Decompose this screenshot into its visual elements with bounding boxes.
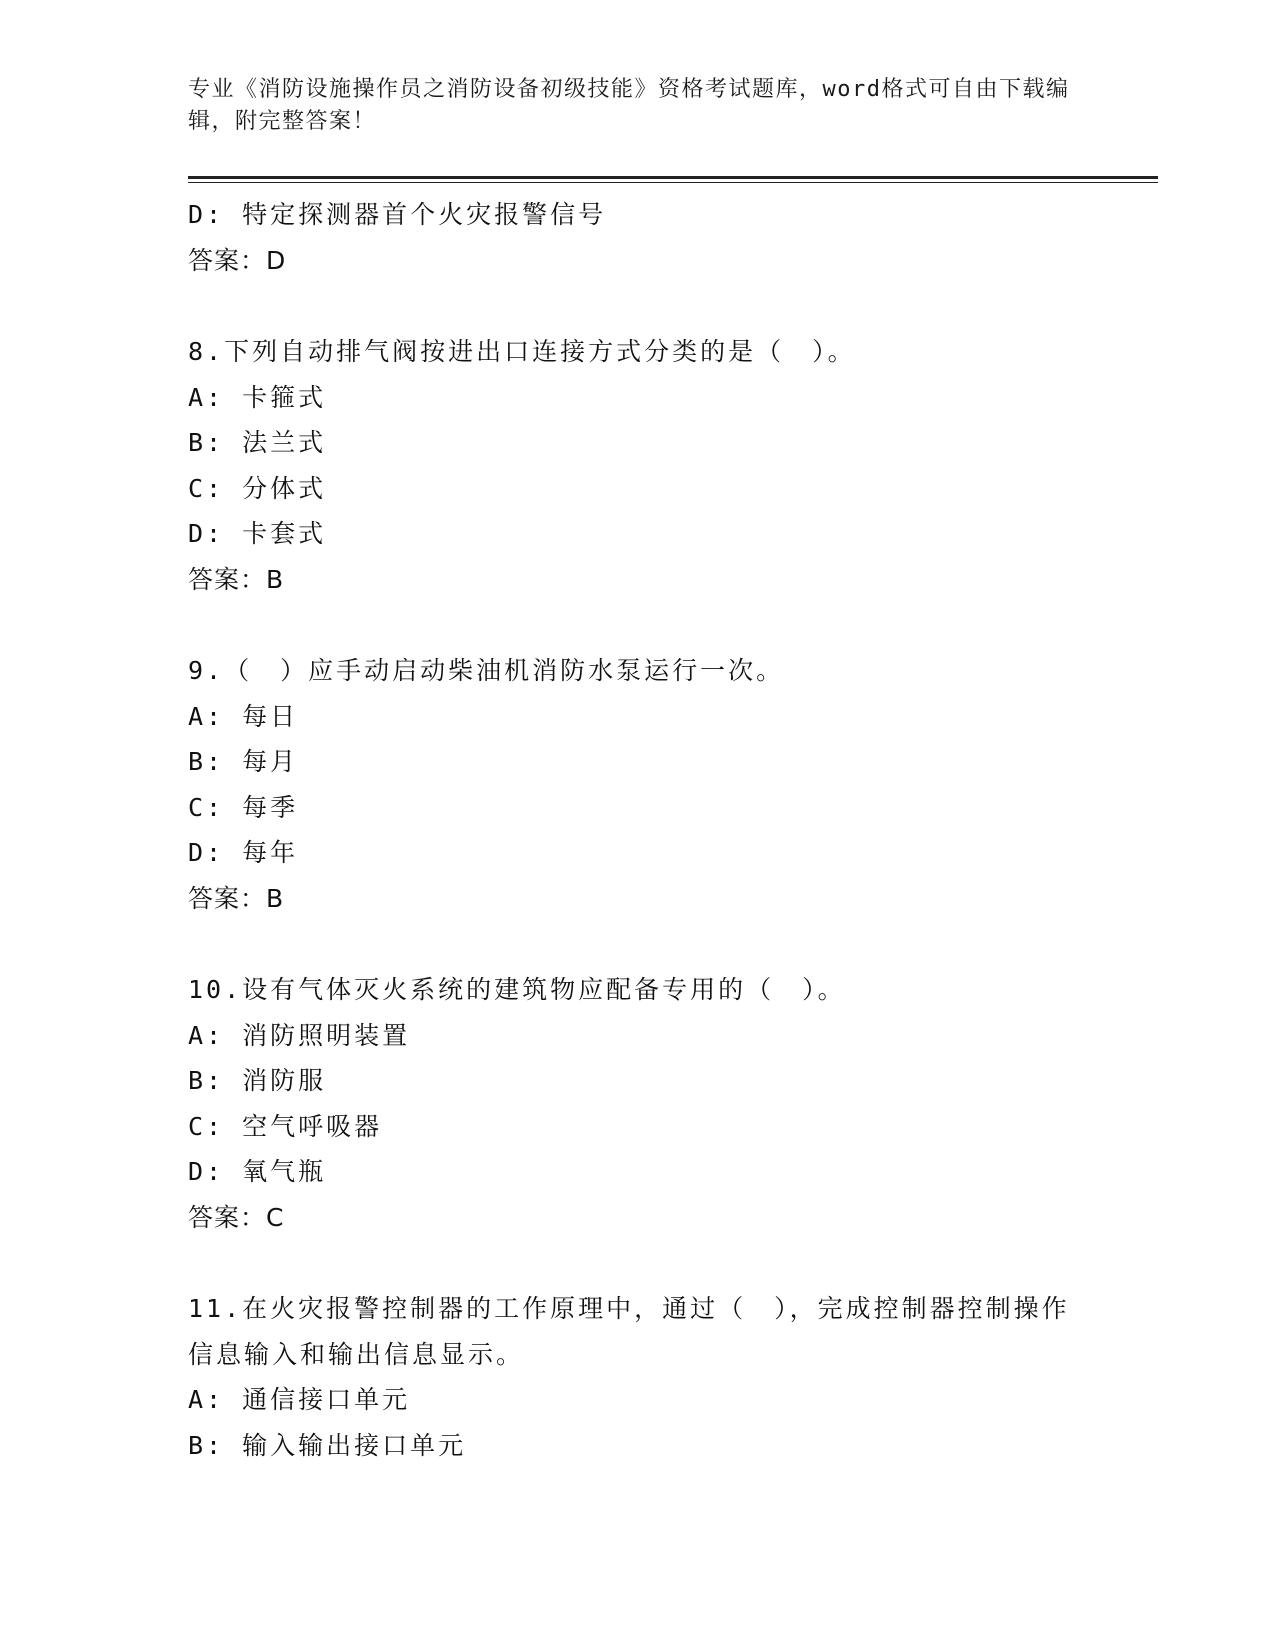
option-b: B: 输入输出接口单元	[188, 1430, 467, 1460]
option-d: D: 特定探测器首个火灾报警信号	[188, 200, 607, 229]
question-list	[188, 192, 1148, 1468]
question-8	[188, 329, 1148, 602]
question-text: 8.下列自动排气阀按进出口连接方式分类的是（ ）。	[188, 337, 856, 366]
option-d: D: 氧气瓶	[188, 1157, 327, 1186]
option-b: B: 消防服	[188, 1066, 327, 1095]
answer: 答案：B	[188, 564, 285, 594]
answer: 答案：C	[188, 1202, 285, 1232]
document-header: 专业《消防设施操作员之消防设备初级技能》资格考试题库，word格式可自由下载编辑，附完整答案！	[188, 77, 1070, 134]
option-c: C: 分体式	[188, 473, 327, 503]
question-text: 10.设有气体灭火系统的建筑物应配备专用的（ ）。	[188, 975, 846, 1004]
option-b: B: 法兰式	[188, 428, 327, 457]
option-b: B: 每月	[188, 747, 299, 776]
option-a: A: 通信接口单元	[188, 1385, 411, 1414]
option-a: A: 卡箍式	[188, 382, 327, 412]
header-divider	[188, 176, 1158, 179]
option-c: C: 每季	[188, 792, 299, 822]
option-d: D: 卡套式	[188, 519, 327, 548]
question-text: 9.（ ）应手动启动柴油机消防水泵运行一次。	[188, 656, 785, 685]
option-d: D: 每年	[188, 838, 299, 867]
question-9	[188, 648, 1148, 921]
question-text: 11.在火灾报警控制器的工作原理中，通过（ ），完成控制器控制操作信息输入和输出信息显示。	[188, 1294, 1070, 1369]
option-a: A: 每日	[188, 701, 299, 731]
answer: 答案：B	[188, 883, 285, 913]
option-c: C: 空气呼吸器	[188, 1111, 383, 1141]
question-11	[188, 1286, 1148, 1468]
option-a: A: 消防照明装置	[188, 1020, 411, 1050]
answer: 答案：D	[188, 245, 287, 275]
header-divider-thin	[188, 182, 1158, 183]
question-10	[188, 967, 1148, 1240]
